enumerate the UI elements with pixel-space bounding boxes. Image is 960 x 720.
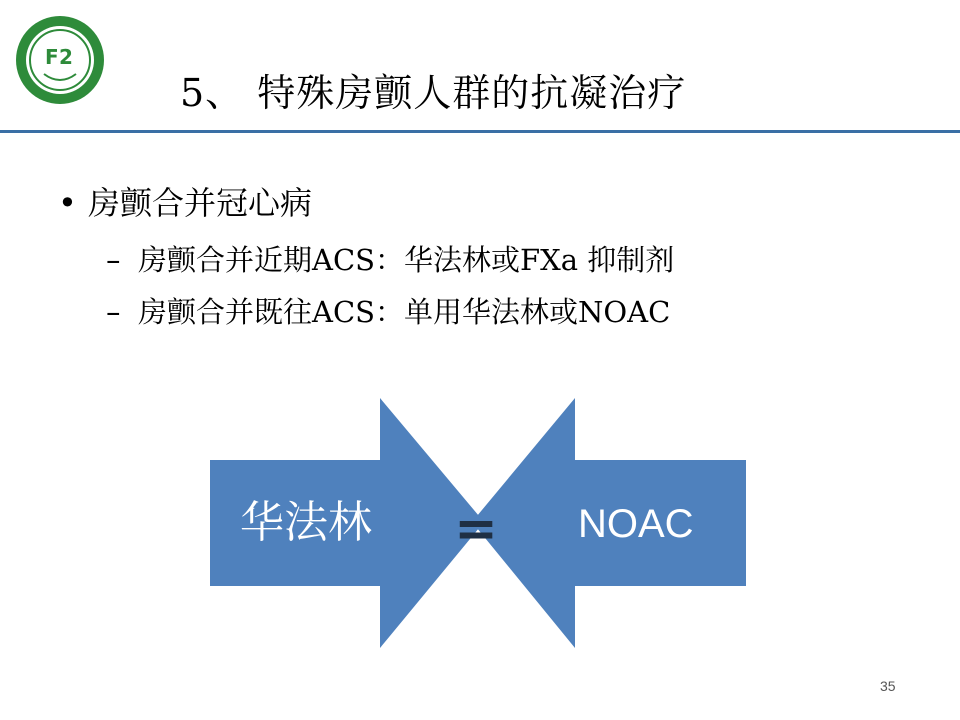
svg-text:F: F	[45, 45, 59, 69]
page-number: 35	[880, 678, 896, 694]
bullet-level1-text: 房颤合并冠心病	[88, 184, 313, 222]
bullet-dash: –	[106, 295, 121, 329]
right-arrow-label: NOAC	[578, 502, 694, 546]
bullet-dash: –	[106, 243, 121, 277]
left-arrow-label: 华法林	[240, 497, 372, 548]
bullet-level2-text: 房颤合并既往ACS：单用华法林或NOAC	[138, 295, 671, 329]
slide-title: 5、 特殊房颤人群的抗凝治疗	[180, 71, 687, 115]
svg-text:2: 2	[59, 45, 73, 69]
bullet-level2-text: 房颤合并近期ACS：华法林或FXa 抑制剂	[138, 243, 675, 277]
bullet-dot: •	[58, 184, 77, 222]
equals-sign: =	[454, 499, 498, 559]
